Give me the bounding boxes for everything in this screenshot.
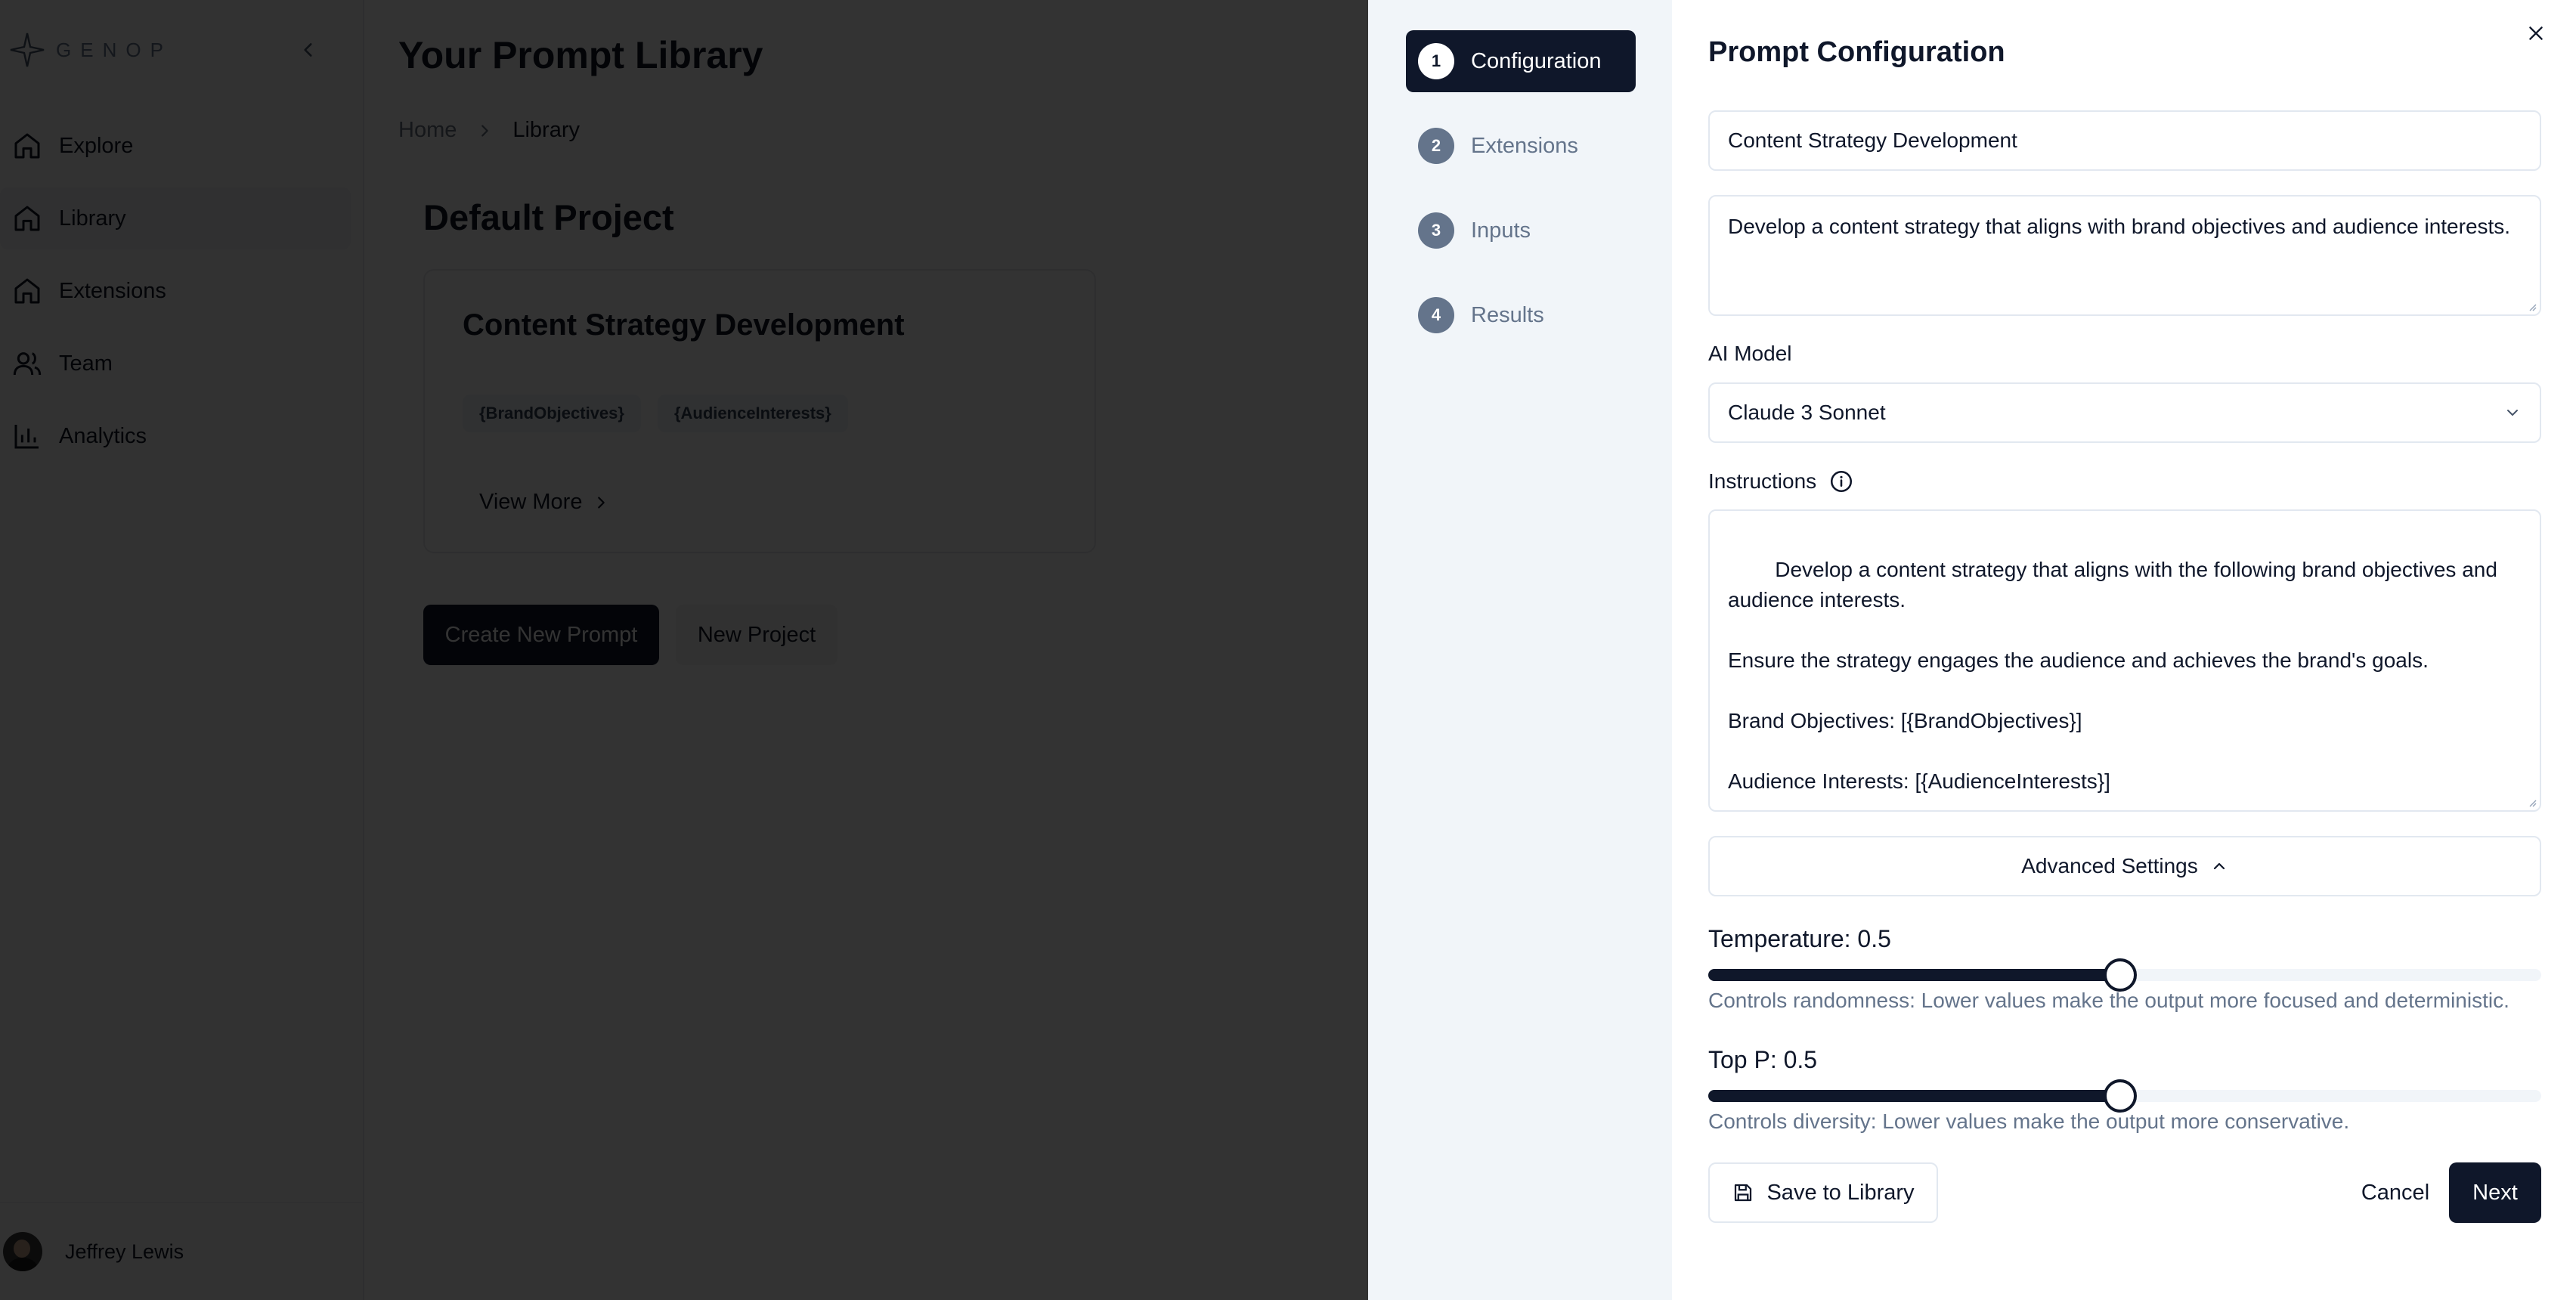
stepper <box>1368 0 1672 1300</box>
top-p-slider[interactable] <box>1708 1090 2541 1102</box>
step-label: Results <box>1471 302 1544 327</box>
save-to-library-label: Save to Library <box>1766 1180 1915 1205</box>
info-icon[interactable] <box>1828 469 1854 494</box>
instructions-value: Develop a content strategy that aligns with the following brand objectives and audience interests. Ensure the strategy engages the audience and achieves the brand's goals. Brand Objectives: [{BrandObjectives}] Audience Interests: [{AudienceInterests}] <box>1728 558 2497 793</box>
instructions-label: Instructions <box>1708 469 1817 493</box>
step-inputs[interactable] <box>1406 200 1636 262</box>
step-label: Extensions <box>1471 133 1578 158</box>
chevron-up-icon <box>2210 857 2228 875</box>
save-icon <box>1732 1181 1754 1204</box>
step-extensions[interactable] <box>1406 115 1636 177</box>
save-to-library-button[interactable] <box>1708 1162 1938 1223</box>
instructions-label-row <box>1708 469 1854 494</box>
prompt-name-input[interactable] <box>1708 110 2541 171</box>
temperature-label: Temperature: 0.5 <box>1708 925 1891 952</box>
instructions-textarea[interactable] <box>1708 509 2541 812</box>
ai-model-value: Claude 3 Sonnet <box>1728 401 1886 424</box>
ai-model-label: AI Model <box>1708 342 1792 365</box>
next-button[interactable]: Next <box>2449 1162 2541 1223</box>
top-p-slider-fill <box>1708 1090 2120 1102</box>
step-number: 1 <box>1418 43 1454 79</box>
top-p-label: Top P: 0.5 <box>1708 1046 1818 1073</box>
temperature-slider-fill <box>1708 969 2120 981</box>
temperature-helper: Controls randomness: Lower values make the output more focused and deterministic. <box>1708 989 2509 1012</box>
form-title: Prompt Configuration <box>1708 36 2005 68</box>
step-configuration[interactable] <box>1406 30 1636 92</box>
prompt-description-textarea[interactable] <box>1708 195 2541 316</box>
step-number: 2 <box>1418 128 1454 164</box>
prompt-name-value: Content Strategy Development <box>1728 128 2017 152</box>
top-p-slider-thumb[interactable] <box>2104 1079 2137 1113</box>
resize-handle-icon[interactable] <box>2526 797 2537 807</box>
temperature-slider[interactable] <box>1708 969 2541 981</box>
step-label: Inputs <box>1471 218 1531 243</box>
ai-model-select[interactable] <box>1708 382 2541 443</box>
temperature-slider-thumb[interactable] <box>2104 958 2137 992</box>
cancel-button[interactable]: Cancel <box>2361 1180 2430 1205</box>
resize-handle-icon[interactable] <box>2526 301 2537 311</box>
step-results[interactable] <box>1406 284 1636 346</box>
config-form <box>1708 0 2547 1300</box>
step-label: Configuration <box>1471 48 1602 73</box>
step-number: 4 <box>1418 297 1454 333</box>
prompt-config-panel <box>1368 0 2576 1300</box>
top-p-helper: Controls diversity: Lower values make the output more conservative. <box>1708 1110 2350 1133</box>
prompt-description-value: Develop a content strategy that aligns with brand objectives and audience interests. <box>1728 215 2511 238</box>
step-number: 3 <box>1418 212 1454 249</box>
advanced-settings-label: Advanced Settings <box>2021 854 2198 878</box>
chevron-down-icon <box>2503 404 2522 422</box>
advanced-settings-toggle[interactable] <box>1708 836 2541 896</box>
